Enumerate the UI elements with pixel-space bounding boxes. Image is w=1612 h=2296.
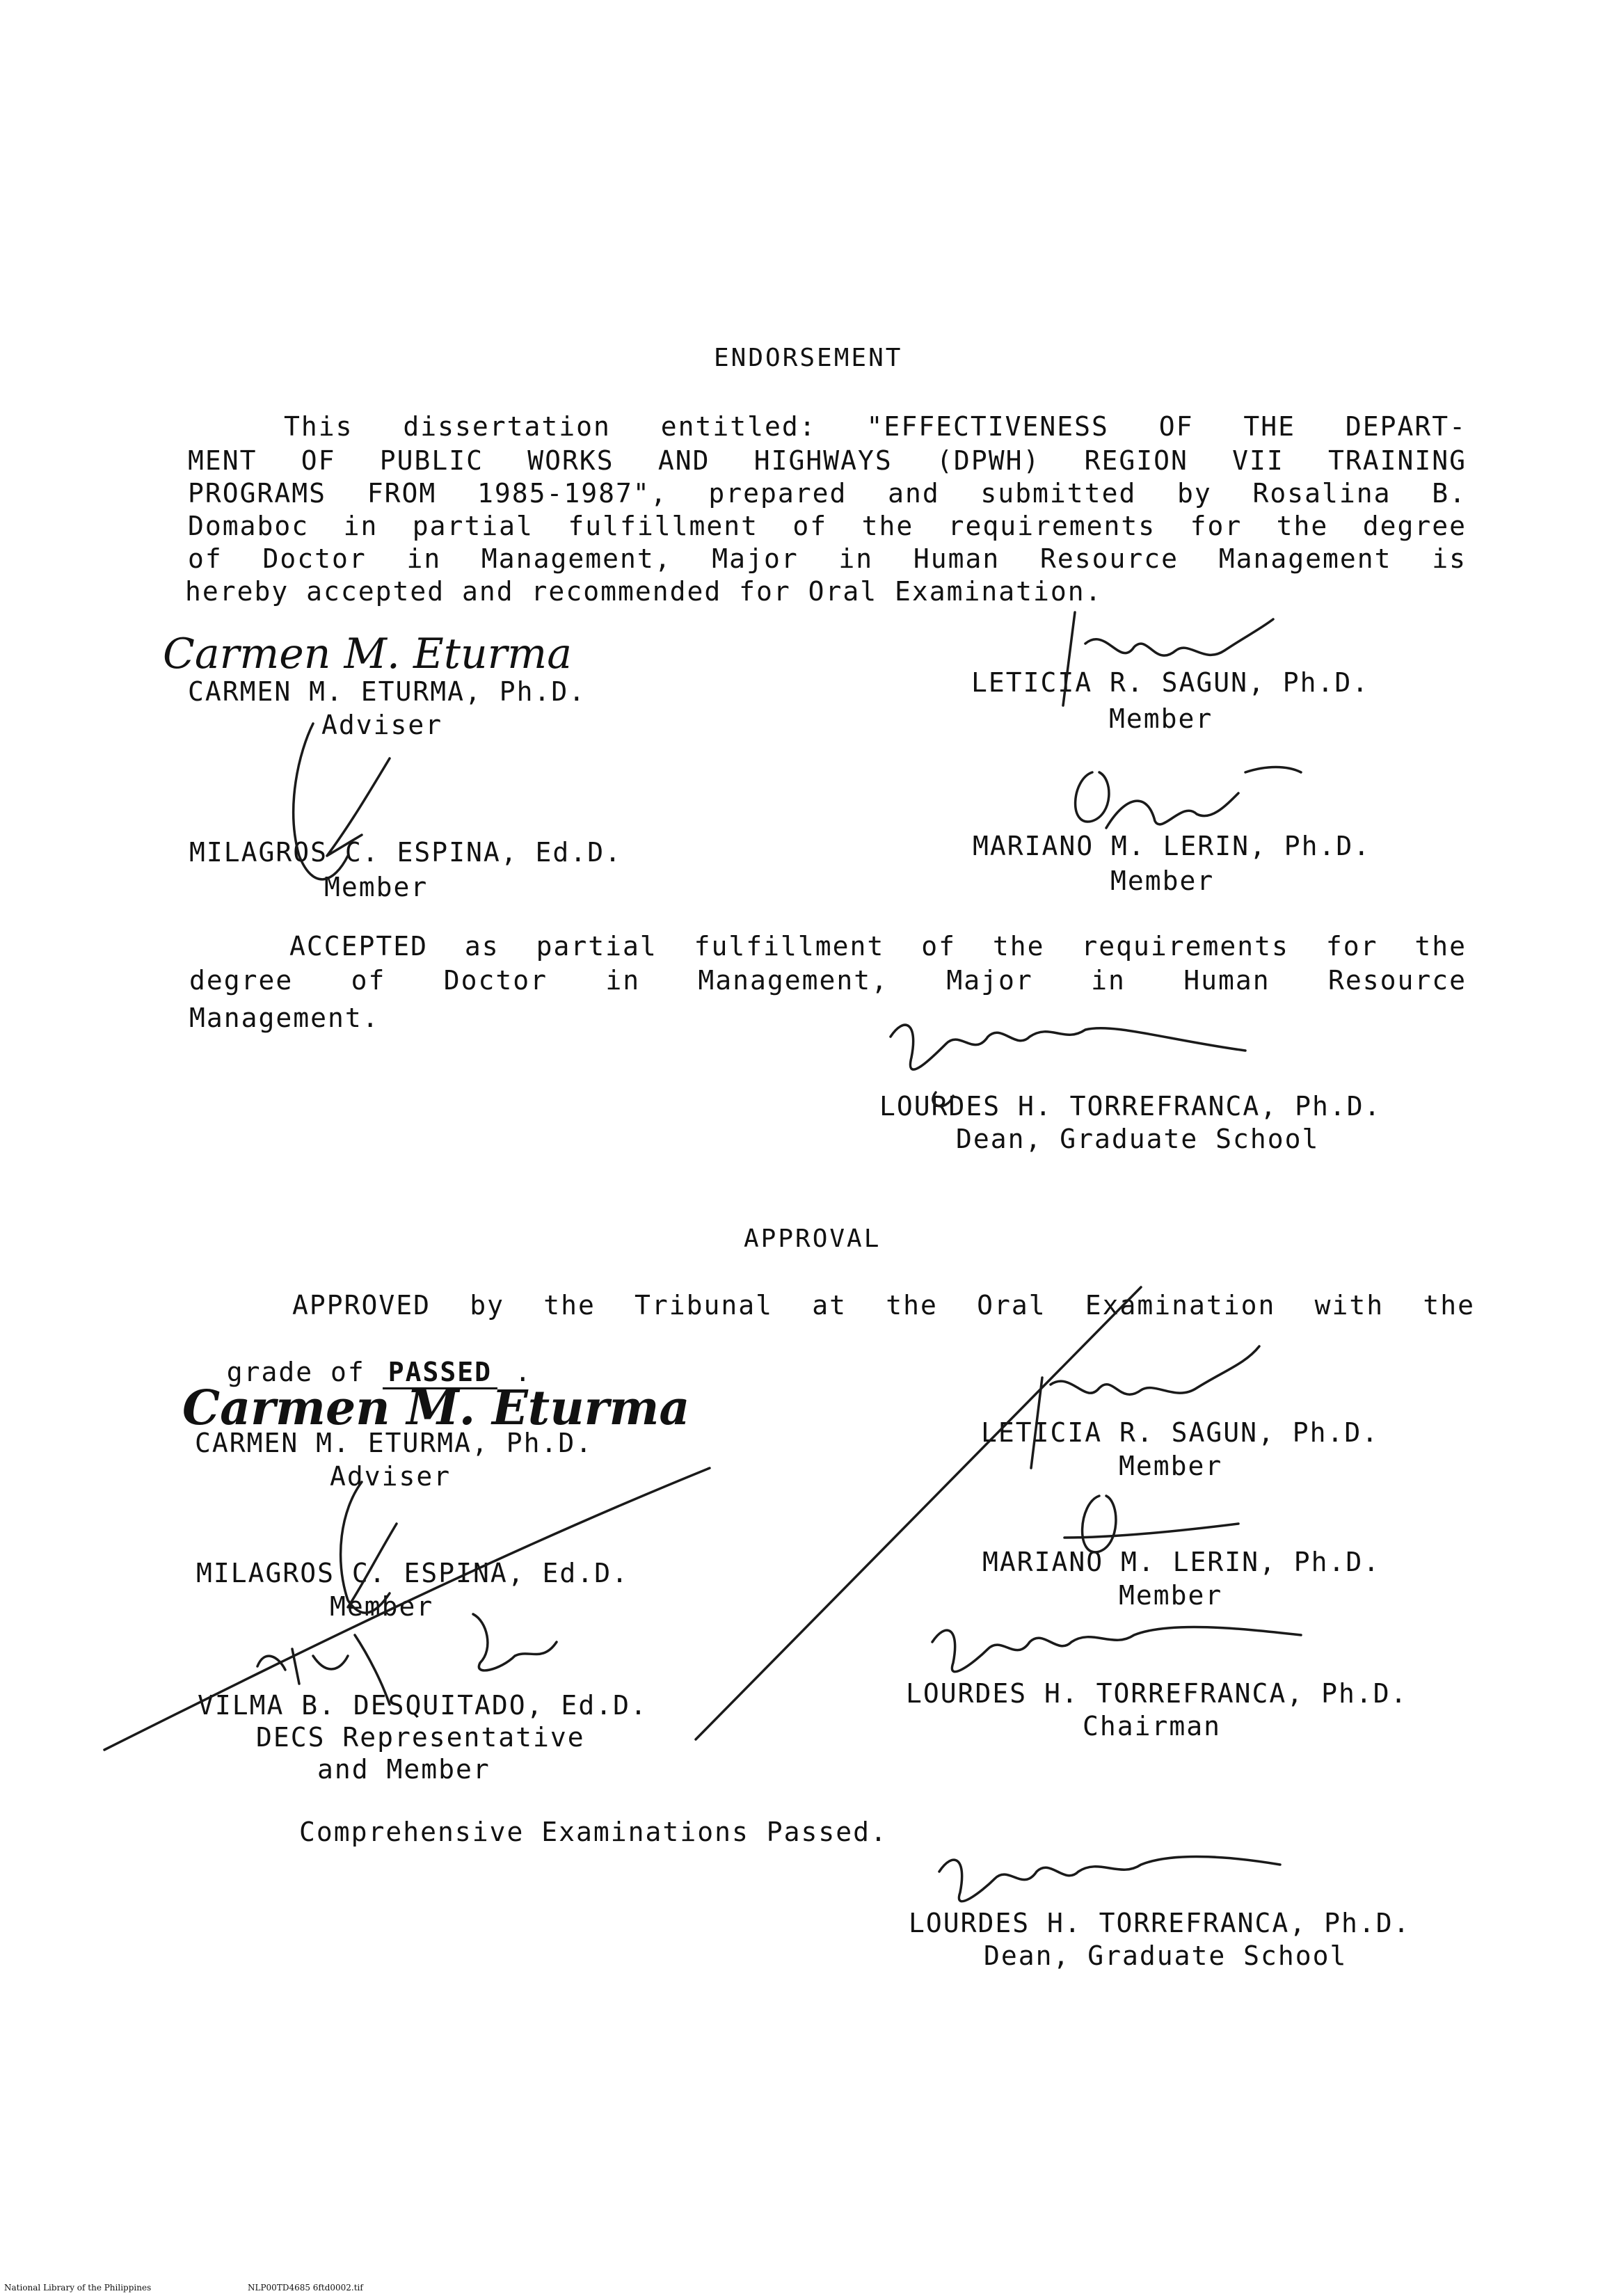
- endorsement-signatory-role: Adviser: [321, 710, 443, 740]
- pen-stroke: [696, 1287, 1141, 1739]
- approval-signatory-name: VILMA B. DESQUITADO, Ed.D.: [198, 1690, 648, 1721]
- acceptance-body-line-2: degree of Doctor in Management, Major in Human Resource: [189, 965, 1467, 996]
- endorsement-signatory-name: MARIANO M. LERIN, Ph.D.: [973, 831, 1371, 861]
- acceptance-body-line-3: Management.: [189, 1003, 380, 1033]
- approval-grade-line: [192, 1332, 532, 1385]
- grade-prefix: grade of: [226, 1357, 365, 1387]
- eturma-signature: Carmen M. Eturma: [182, 1380, 690, 1436]
- eturma-signature: Carmen M. Eturma: [163, 630, 572, 678]
- approval-signatory-role: and Member: [317, 1754, 490, 1785]
- approval-body-line-1: APPROVED by the Tribunal at the Oral Examination with the: [292, 1290, 1475, 1321]
- endorsement-body-line-6: hereby accepted and recommended for Oral Examination.: [185, 576, 1103, 607]
- approval-signatory-name: LETICIA R. SAGUN, Ph.D.: [981, 1417, 1380, 1448]
- endorsement-signatory-role: Member: [1109, 703, 1213, 734]
- grade-value: PASSED: [383, 1357, 497, 1389]
- endorsement-signatory-name: MILAGROS C. ESPINA, Ed.D.: [189, 837, 622, 868]
- endorsement-signatory-name: CARMEN M. ETURMA, Ph.D.: [188, 676, 586, 707]
- comprehensive-text: Comprehensive Examinations Passed.: [299, 1817, 888, 1847]
- approval-signatory-role: Member: [330, 1591, 434, 1622]
- endorsement-body-line-1: This dissertation entitled: "EFFECTIVENESS OF THE DEPART-: [284, 411, 1467, 442]
- dean-role: Dean, Graduate School: [984, 1940, 1348, 1971]
- sagun-signature: [1031, 1346, 1259, 1468]
- endorsement-signatory-name: LETICIA R. SAGUN, Ph.D.: [971, 667, 1370, 698]
- endorsement-body-line-2: MENT OF PUBLIC WORKS AND HIGHWAYS (DPWH) REGION VII TRAINING: [188, 445, 1467, 476]
- approval-signatory-name: LOURDES H. TORREFRANCA, Ph.D.: [906, 1678, 1408, 1709]
- footer-left: National Library of the Philippines: [4, 2283, 152, 2293]
- approval-signatory-role: Chairman: [1083, 1711, 1222, 1741]
- dean-name: LOURDES H. TORREFRANCA, Ph.D.: [879, 1091, 1382, 1122]
- approval-signatory-role: Member: [1119, 1451, 1223, 1481]
- acceptance-body-line-1: ACCEPTED as partial fulfillment of the requirements for the: [289, 931, 1467, 962]
- endorsement-body-line-5: of Doctor in Management, Major in Human Resource Management is: [188, 543, 1467, 574]
- approval-signatory-name: CARMEN M. ETURMA, Ph.D.: [195, 1428, 593, 1458]
- dean-role: Dean, Graduate School: [956, 1124, 1320, 1154]
- approval-signatory-role: Adviser: [330, 1461, 452, 1492]
- torrefranca-signature: [939, 1856, 1280, 1901]
- approval-signatory-role: Member: [1119, 1580, 1223, 1611]
- endorsement-body-line-3: PROGRAMS FROM 1985-1987", prepared and submitted by Rosalina B.: [188, 478, 1467, 509]
- approval-signatory-name: MARIANO M. LERIN, Ph.D.: [982, 1547, 1381, 1577]
- footer-right: NLP00TD4685 6ftd0002.tif: [248, 2283, 363, 2293]
- endorsement-heading: ENDORSEMENT: [714, 344, 903, 372]
- lerin-signature: [1064, 1496, 1238, 1552]
- approval-signatory-name: MILAGROS C. ESPINA, Ed.D.: [196, 1558, 629, 1588]
- endorsement-body-line-4: Domaboc in partial fulfillment of the requirements for the degree: [188, 511, 1467, 541]
- approval-signatory-role: DECS Representative: [256, 1722, 585, 1753]
- endorsement-signatory-role: Member: [1110, 866, 1215, 896]
- endorsement-signatory-role: Member: [324, 872, 429, 902]
- torrefranca-signature: [932, 1627, 1301, 1671]
- dean-name: LOURDES H. TORREFRANCA, Ph.D.: [909, 1908, 1411, 1938]
- lerin-signature: [1076, 767, 1301, 829]
- approval-heading: APPROVAL: [744, 1225, 881, 1253]
- grade-suffix: .: [514, 1357, 532, 1387]
